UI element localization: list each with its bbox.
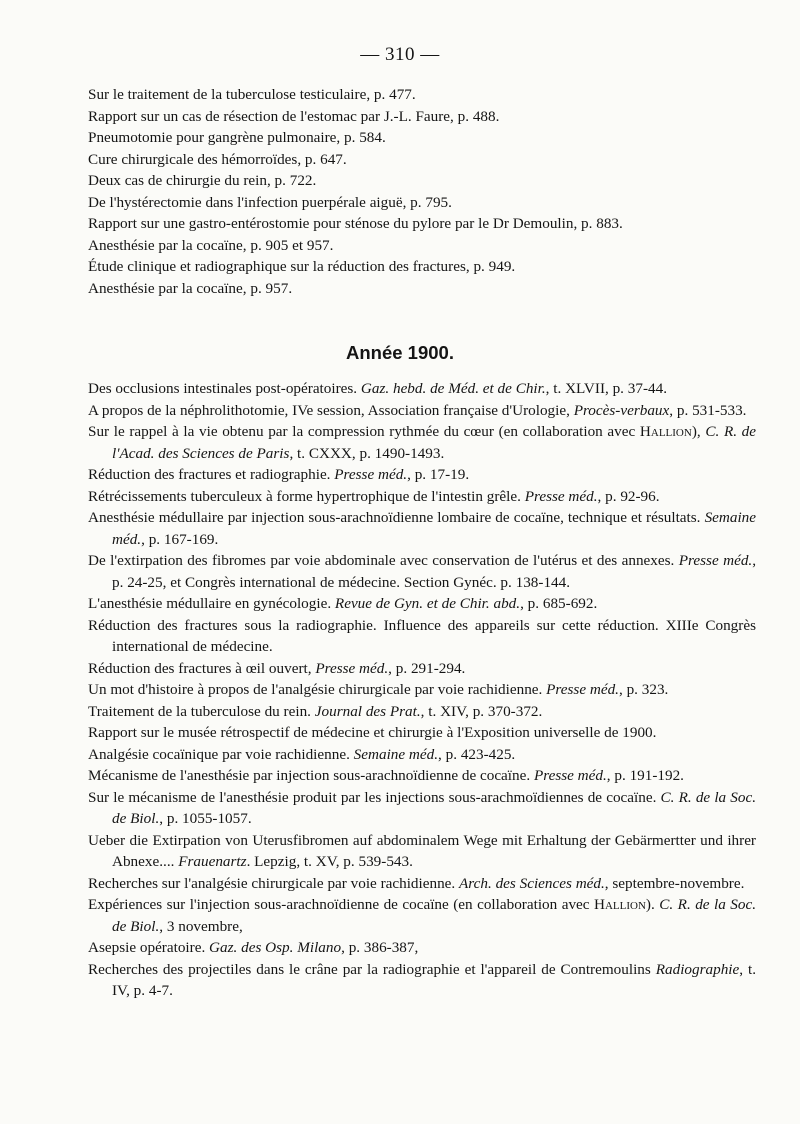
list-item: Rétrécissements tuberculeux à forme hypertrophique de l'intestin grêle. Presse méd., p. 92-96. [88, 487, 660, 505]
list-item: L'anesthésie médullaire en gynécologie. Revue de Gyn. et de Chir. abd., p. 685-692. [88, 595, 598, 612]
list-item: Traitement de la tuberculose du rein. Journal des Prat., t. XIV, p. 370-372. [88, 702, 543, 720]
list-item: Rapport sur une gastro-entérostomie pour sténose du pylore par le Dr Demoulin, p. 883. [88, 215, 623, 232]
list-item: Cure chirurgicale des hémorroïdes, p. 647. [88, 150, 347, 168]
collaborator-name: Hallion [594, 896, 646, 913]
list-item: Recherches des projectiles dans le crâne par la radiographie et l'appareil de Contremoulins Radiographie, t. IV, p. 4-7. [88, 960, 757, 999]
list-item: Réduction des fractures à œil ouvert, Presse méd., p. 291-294. [88, 659, 466, 677]
year-heading: Année 1900. [346, 342, 454, 363]
list-item: Un mot d'histoire à propos de l'analgésie chirurgicale par voie rachidienne. Presse méd., p. 323. [88, 681, 669, 698]
list-item: Ueber die Extirpation von Uterusfibromen auf abdominalem Wege mit Erhaltung der Gebärmertter und ihrer Abnexe.... Frauenartz. Lepzig, t. XV, p. 539-543. [88, 831, 756, 870]
list-item: De l'hystérectomie dans l'infection puerpérale aiguë, p. 795. [88, 193, 452, 211]
list-item: Sur le rappel à la vie obtenu par la compression rythmée du cœur (en collaboration avec Hallion), C. R. de l'Acad. des Sciences de Paris, t. CXXX, p. 1490-1493. [88, 423, 757, 462]
list-item: Asepsie opératoire. Gaz. des Osp. Milano, p. 386-387, [88, 939, 419, 956]
list-item: Expériences sur l'injection sous-arachnoïdienne de cocaïne (en collaboration avec Hallion). C. R. de la Soc. de Biol., 3 novembre, [88, 896, 757, 935]
list-item: Anesthésie médullaire par injection sous-arachnoïdienne lombaire de cocaïne, technique et résultats. Semaine méd., p. 167-169. [88, 509, 757, 548]
list-item: Deux cas de chirurgie du rein, p. 722. [88, 172, 317, 189]
list-item: Étude clinique et radiographique sur la réduction des fractures, p. 949. [88, 258, 516, 275]
list-item: A propos de la néphrolithotomie, IVe session, Association française d'Urologie, Procès-verbaux, p. 531-533. [88, 401, 747, 419]
page-number: — 310 — [360, 44, 440, 65]
list-item: Réduction des fractures et radiographie. Presse méd., p. 17-19. [88, 466, 470, 483]
list-item: Des occlusions intestinales post-opératoires. Gaz. hebd. de Méd. et de Chir., t. XLVII, p. 37-44. [88, 380, 668, 397]
list-item: Recherches sur l'analgésie chirurgicale par voie rachidienne. Arch. des Sciences méd., septembre-novembre. [88, 874, 745, 892]
list-item: Mécanisme de l'anesthésie par injection sous-arachnoïdienne de cocaïne. Presse méd., p. 191-192. [88, 767, 684, 784]
list-item: Pneumotomie pour gangrène pulmonaire, p. 584. [88, 129, 386, 146]
collaborator-name: Hallion [639, 423, 692, 440]
list-item: Réduction des fractures sous la radiographie. Influence des appareils sur cette réduction. XIIIe Congrès international de médecine. [88, 616, 756, 655]
list-item: Analgésie cocaïnique par voie rachidienne. Semaine méd., p. 423-425. [88, 745, 516, 763]
list-item: Anesthésie par la cocaïne, p. 905 et 957. [88, 236, 334, 254]
list-item: Sur le mécanisme de l'anesthésie produit par les injections sous-arachmoïdiennes de cocaïne. C. R. de la Soc. de Biol., p. 1055-1057. [88, 788, 757, 827]
list-item: De l'extirpation des fibromes par voie abdominale avec conservation de l'utérus et des annexes. Presse méd., p. 24-25, et Congrès international de médecine. Section Gynéc. p. 138-144. [88, 552, 757, 591]
early-entries-list [88, 84, 756, 299]
list-item: Sur le traitement de la tuberculose testiculaire, p. 477. [88, 86, 416, 103]
entries-1900-list [88, 378, 756, 1002]
list-item: Anesthésie par la cocaïne, p. 957. [88, 279, 293, 297]
list-item: Rapport sur un cas de résection de l'estomac par J.-L. Faure, p. 488. [88, 107, 500, 125]
list-item: Rapport sur le musée rétrospectif de médecine et chirurgie à l'Exposition universelle de 1900. [88, 724, 657, 741]
